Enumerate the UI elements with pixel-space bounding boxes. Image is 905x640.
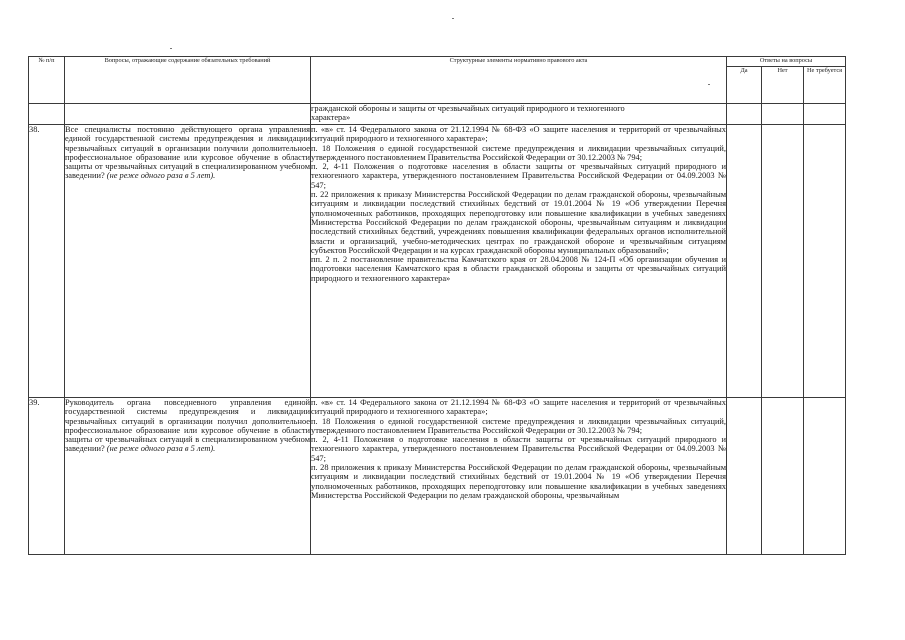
question-text: Все специалисты постоянно действующего органа управления единой государственной системы предупреждения и ликвидации чрезвычайных ситуаций в организации получили дополнительное профессиональное образование или курсовое обучение в области защиты от чрезвычайных ситуаций в специализированном учебном заведении? — [65, 125, 310, 181]
element-item: п. 28 приложения к приказу Министерства Российской Федерации по делам гражданской обороны, чрезвычайным ситуациям и ликвидации последствий стихийных бедствий от 19.01.2004 № 19 «Об утверждении Перечня уполномоченных работников, проходящих переподготовку или повышение квалификации в учебных заведениях Министерства Российской Федерации по делам гражданской обороны, чрезвычайным — [311, 463, 726, 500]
question-text: Руководитель органа повседневного управления единой государственной системы предупреждения и ликвидации чрезвычайных ситуаций в организации получил дополнительное профессиональное образование или курсовое обучение в области защиты от чрезвычайных ситуаций в специализированном учебном заведении? — [65, 398, 310, 454]
row-number: 39. — [29, 398, 65, 555]
answer-na-cell[interactable] — [804, 398, 846, 555]
answer-no-cell[interactable] — [762, 125, 804, 398]
structural-elements-cell — [311, 398, 727, 555]
header-answers: Ответы на вопросы — [727, 57, 846, 67]
element-item: п. «в» ст. 14 Федерального закона от 21.12.1994 № 68-ФЗ «О защите населения и территорий от чрезвычайных ситуаций природного и техногенного характера»; — [311, 125, 726, 144]
answer-na-cell[interactable] — [804, 125, 846, 398]
structural-elements-cell — [311, 125, 727, 398]
scan-speck — [452, 18, 454, 19]
scan-speck — [170, 48, 172, 49]
continued-element-text: гражданской обороны и защиты от чрезвычайных ситуаций природного и техногенного характера» — [311, 104, 727, 125]
element-item: п. 22 приложения к приказу Министерства Российской Федерации по делам гражданской обороны, чрезвычайным ситуациям и ликвидации последствий стихийных бедствий от 19.01.2004 № 19 «Об утверждении Перечня уполномоченных работников, проходящих переподготовку или повышение квалификации в учебных заведениях Министерства Российской Федерации по делам гражданской обороны, чрезвычайным ситуациям и ликвидации последствий стихийных бедствий, учреждениях повышения квалификации федеральных органов исполнительной власти и организаций, учебно-методических центрах по гражданской обороне и чрезвычайным ситуациям субъектов Российской Федерации и на курсах гражданской обороны муниципальных образований»; — [311, 190, 726, 255]
table-row — [29, 125, 846, 398]
header-num: № п/п — [29, 57, 65, 104]
question-cell — [65, 398, 311, 555]
header-yes: Да — [727, 67, 762, 104]
element-item: п. 2, 4-11 Положения о подготовке населения в области защиты от чрезвычайных ситуаций природного и техногенного характера, утвержденного постановлением Правительства Российской Федерации от 04.09.2003 № 547; — [311, 435, 726, 463]
table-row — [29, 398, 846, 555]
element-item: п. 18 Положения о единой государственной системе предупреждения и ликвидации чрезвычайных ситуаций, утвержденного постановлением Правительства Российской Федерации от 30.12.2003 № 794; — [311, 143, 726, 162]
requirements-table — [28, 56, 846, 555]
row-number: 38. — [29, 125, 65, 398]
question-cell — [65, 125, 311, 398]
table-row — [29, 104, 846, 125]
answer-na-cell[interactable] — [804, 104, 846, 125]
element-item: п. «в» ст. 14 Федерального закона от 21.12.1994 № 68-ФЗ «О защите населения и территорий от чрезвычайных ситуаций природного и техногенного характера»; — [311, 398, 726, 417]
answer-yes-cell[interactable] — [727, 125, 762, 398]
header-no: Нет — [762, 67, 804, 104]
header-not-required: Не требуется — [804, 67, 846, 104]
table-header-row — [29, 57, 846, 67]
header-questions: Вопросы, отражающие содержание обязательных требований — [65, 57, 311, 104]
element-item: п. 2, 4-11 Положения о подготовке населения в области защиты от чрезвычайных ситуаций природного и техногенного характера, утвержденного постановлением Правительства Российской Федерации от 04.09.2003 № 547; — [311, 162, 726, 190]
header-structural-elements: Структурные элементы нормативно правового акта — [311, 57, 727, 104]
answer-no-cell[interactable] — [762, 398, 804, 555]
answer-yes-cell[interactable] — [727, 398, 762, 555]
element-item: п. 18 Положения о единой государственной системе предупреждения и ликвидации чрезвычайных ситуаций, утвержденного постановлением Правительства Российской Федерации от 30.12.2003 № 794; — [311, 416, 726, 435]
answer-yes-cell[interactable] — [727, 104, 762, 125]
answer-no-cell[interactable] — [762, 104, 804, 125]
question-note: (не реже одного раза в 5 лет). — [106, 171, 216, 181]
element-item: пп. 2 п. 2 постановление правительства Камчатского края от 28.04.2008 № 124-П «Об организации обучения и подготовки населения Камчатского края в области гражданской обороны и защиты от чрезвычайных ситуаций природного и техногенного характера» — [311, 255, 726, 283]
question-note: (не реже одного раза в 5 лет). — [106, 444, 216, 454]
